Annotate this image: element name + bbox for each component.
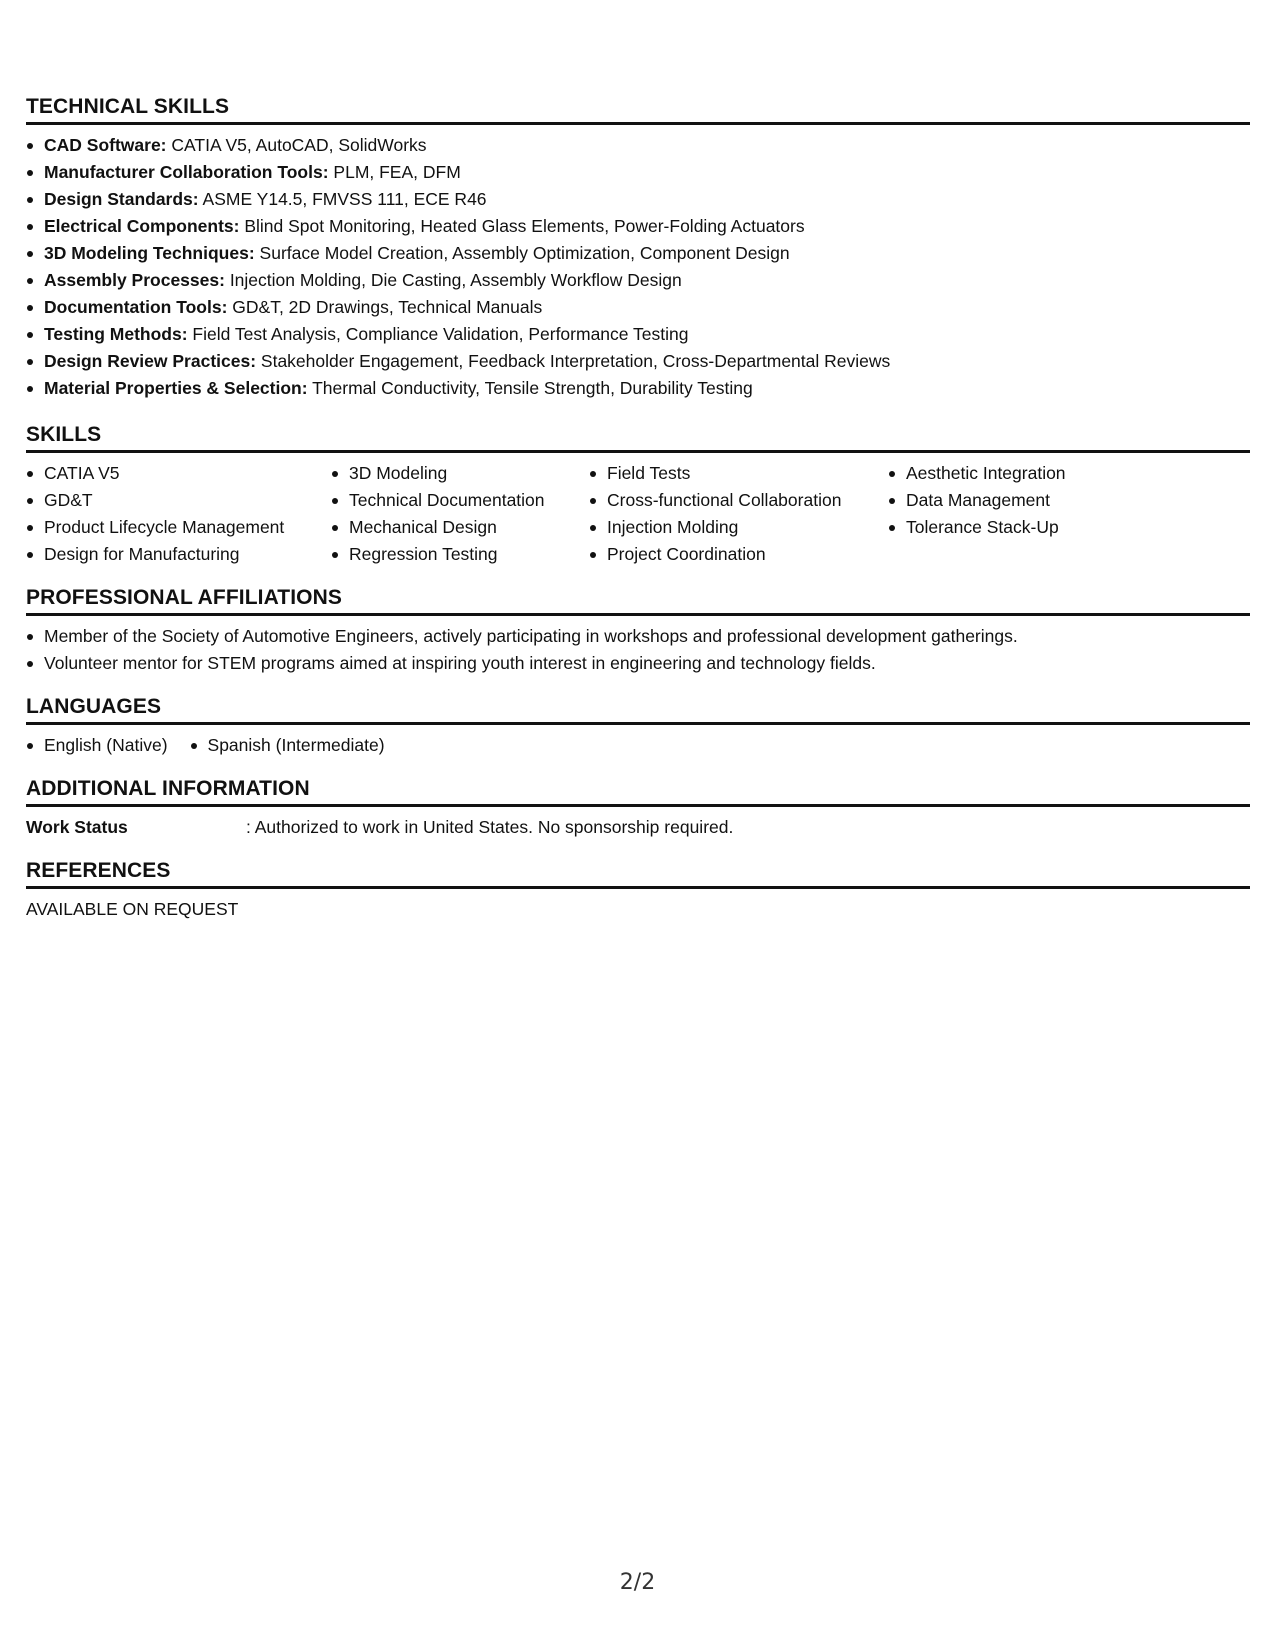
list-item: Project Coordination: [589, 541, 888, 568]
list-item: GD&T: [26, 487, 331, 514]
list-item: Volunteer mentor for STEM programs aimed at inspiring youth interest in engineering and technology fields.: [26, 650, 1250, 677]
list-item: Design for Manufacturing: [26, 541, 331, 568]
list-item: 3D Modeling: [331, 460, 589, 487]
list-item: 3D Modeling Techniques: Surface Model Creation, Assembly Optimization, Component Design: [26, 240, 1250, 267]
list-item: Manufacturer Collaboration Tools: PLM, FEA, DFM: [26, 159, 1250, 186]
section-title: SKILLS: [26, 422, 1250, 453]
section-title: LANGUAGES: [26, 694, 1250, 725]
skills-column: [331, 460, 589, 568]
list-item: CATIA V5: [26, 460, 331, 487]
section-title: PROFESSIONAL AFFILIATIONS: [26, 585, 1250, 616]
list-item: Assembly Processes: Injection Molding, Die Casting, Assembly Workflow Design: [26, 267, 1250, 294]
list-item: Field Tests: [589, 460, 888, 487]
list-item: Data Management: [888, 487, 1188, 514]
technical-skills-section: [26, 94, 1250, 402]
skills-grid: [26, 453, 1250, 568]
list-item: Electrical Components: Blind Spot Monitoring, Heated Glass Elements, Power-Folding Actuators: [26, 213, 1250, 240]
additional-info-section: [26, 776, 1250, 841]
list-item: Product Lifecycle Management: [26, 514, 331, 541]
references-section: [26, 858, 1250, 923]
resume-page: [26, 94, 1250, 923]
list-item: CAD Software: CATIA V5, AutoCAD, SolidWorks: [26, 132, 1250, 159]
list-item: Documentation Tools: GD&T, 2D Drawings, Technical Manuals: [26, 294, 1250, 321]
languages-list: [26, 725, 1250, 759]
skills-section: [26, 422, 1250, 568]
list-item: Mechanical Design: [331, 514, 589, 541]
list-item: Design Review Practices: Stakeholder Engagement, Feedback Interpretation, Cross-Departmental Reviews: [26, 348, 1250, 375]
list-item: Cross-functional Collaboration: [589, 487, 888, 514]
list-item: Regression Testing: [331, 541, 589, 568]
skills-column: [589, 460, 888, 568]
list-item: Design Standards: ASME Y14.5, FMVSS 111, ECE R46: [26, 186, 1250, 213]
list-item: Technical Documentation: [331, 487, 589, 514]
skills-column: [888, 460, 1188, 568]
list-item: Material Properties & Selection: Thermal Conductivity, Tensile Strength, Durability Testing: [26, 375, 1250, 402]
list-item: Spanish (Intermediate): [190, 732, 385, 759]
skills-column: [26, 460, 331, 568]
list-item: Tolerance Stack-Up: [888, 514, 1188, 541]
affiliations-list: [26, 616, 1250, 677]
list-item: Injection Molding: [589, 514, 888, 541]
work-status-label: Work Status: [26, 817, 128, 837]
technical-skills-list: [26, 125, 1250, 402]
work-status-value: : Authorized to work in United States. No sponsorship required.: [246, 817, 734, 837]
languages-section: [26, 694, 1250, 759]
affiliations-section: [26, 585, 1250, 677]
references-text: AVAILABLE ON REQUEST: [26, 899, 239, 919]
work-status-row: [26, 807, 1250, 841]
list-item: English (Native): [26, 732, 168, 759]
page-number: 2/2: [619, 1570, 656, 1595]
list-item: Member of the Society of Automotive Engineers, actively participating in workshops and professional development gatherings.: [26, 623, 1250, 650]
section-title: REFERENCES: [26, 858, 1250, 889]
section-title: TECHNICAL SKILLS: [26, 94, 1250, 125]
section-title: ADDITIONAL INFORMATION: [26, 776, 1250, 807]
list-item: Testing Methods: Field Test Analysis, Compliance Validation, Performance Testing: [26, 321, 1250, 348]
list-item: Aesthetic Integration: [888, 460, 1188, 487]
